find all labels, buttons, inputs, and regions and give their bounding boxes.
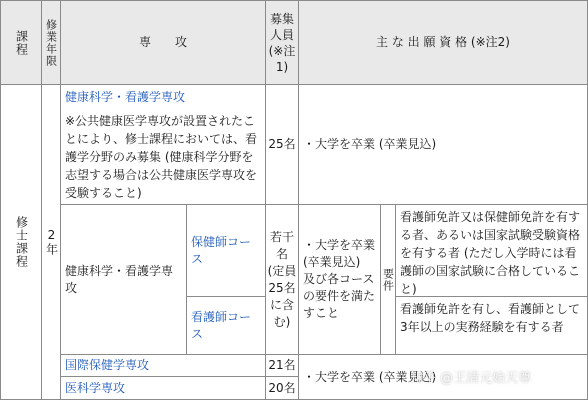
row2-req-b-text: 看護師免許を有し、看護師として3年以上の実務経験を有する者 [400,302,581,334]
row3-major-link[interactable]: 国際保健学専攻 [65,358,150,372]
row2-major [61,205,187,355]
row2-course-b [187,297,266,355]
row1-major-link[interactable]: 健康科学・看護学専攻 [65,90,186,104]
row2-capacity-value: 若干名 (定員25名に含む) [267,229,297,329]
row2-qualification [299,205,381,355]
row2-req-a-text: 看護師免許又は保健師免許を有する者、あるいは国家試験受験資格を有する者 (ただし入学時には看護師の国家試験に合格していること) [400,210,581,296]
row4-capacity [266,377,299,400]
header-course [0,0,42,85]
row1-qualification [299,85,588,205]
row4-major-link[interactable]: 医科学専攻 [65,380,126,395]
row3-capacity-value: 21名 [268,358,296,372]
row2-req-b [396,297,588,355]
years-cell [42,85,61,400]
row2-course-b-link[interactable]: 看護師コース [191,309,252,341]
header-capacity [266,0,299,85]
row2-course-a-link[interactable]: 保健師コース [191,234,252,266]
row1-capacity [266,85,299,205]
row3-capacity [266,355,299,377]
row3-qualification-text: ・大学を卒業 (卒業見込) [303,369,437,384]
header-capacity-text: 募集人員(※注1) [268,11,296,74]
header-years [42,0,61,85]
row2-req-a [396,205,588,297]
row1-major-note: ※公共健康医学専攻が設置されたことにより、修士課程においては、看護学分野のみ募集 (健康科学分野を志望する場合は公共健康医学専攻を受験すること) [65,114,258,200]
row2-course-a [187,205,266,297]
row2-req-label-text: 要件 [381,267,395,292]
years-value: 2年 [44,228,59,256]
row2-capacity [266,205,299,355]
row1-major [61,85,266,205]
row1-qualification-text: ・大学を卒業 (卒業見込) [303,137,437,151]
header-major [61,0,266,85]
row1-capacity-value: 25名 [268,137,296,151]
header-years-text: 修業年限 [44,18,58,67]
course-cell [0,85,42,400]
header-major-text: 専 攻 [138,35,187,49]
header-qualification-text: 主 な 出 願 資 格 (※注2) [376,35,510,49]
header-course-text: 課程 [14,29,29,56]
watermark-text: 知乎 @王清元始天尊 [410,371,532,386]
row3-major [61,355,266,377]
row3-qualification [299,355,588,400]
row2-qualification-text: ・大学を卒業 (卒業見込) 及び各コースの要件を満たすこと [303,238,376,320]
row4-major [61,377,266,400]
row2-req-label [381,205,396,355]
header-qualification [299,0,588,85]
course-name: 修士課程 [14,216,29,268]
row4-capacity-value: 20名 [268,380,296,395]
row2-major-title: 健康科学・看護学専攻 [65,263,174,295]
